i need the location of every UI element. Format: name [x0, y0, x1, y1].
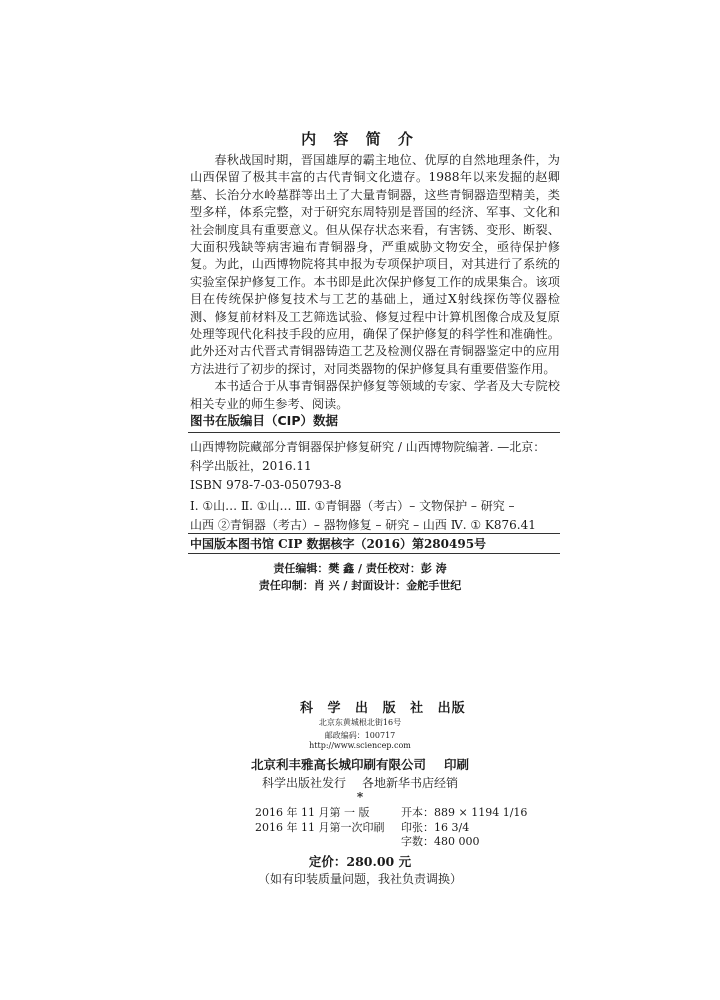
- cip-publisher-line: 科学出版社，2016.11: [190, 459, 312, 473]
- credits-editors: 责任编辑：樊 鑫 / 责任校对：彭 涛: [273, 562, 447, 575]
- distribution-sellers: 各地新华书店经销: [362, 776, 459, 790]
- cip-title-line: 山西博物院藏部分青铜器保护修复研究 / 山西博物院编著. —北京：: [190, 440, 546, 454]
- printer-name: 北京利丰雅高长城印刷有限公司: [250, 757, 426, 772]
- publisher-suffix: 出版: [437, 701, 466, 716]
- credits-production: 责任印制：肖 兴 / 封面设计：金舵手世纪: [258, 579, 462, 592]
- cip-check-number: 中国版本图书馆 CIP 数据核字（2016）第280495号: [190, 537, 487, 551]
- publisher-postcode: 邮政编码：100717: [324, 731, 396, 740]
- cip-classification-2: 山西 ②青铜器（考古）– 器物修复 – 研究 – 山西 Ⅳ. ① K876.41: [190, 518, 536, 532]
- summary-paragraph-2: 本书适合于从事青铜器保护修复等领域的专家、学者及大专院校相关专业的师生参考、阅读。: [190, 379, 560, 411]
- publisher-name: 科 学 出 版 社: [300, 701, 429, 716]
- summary-text: [190, 152, 560, 413]
- cip-middle-rule: [188, 533, 560, 534]
- summary-title: 内 容 简 介: [301, 130, 419, 148]
- printer-action: 印刷: [444, 757, 470, 772]
- edition-format: 开本：889 × 1194 1/16: [401, 806, 528, 819]
- separator-star: *: [356, 790, 364, 804]
- cip-bottom-rule: [188, 553, 560, 554]
- publisher-line: [300, 697, 466, 716]
- publisher-website: http://www.sciencep.com: [309, 741, 411, 750]
- edition-first-print: 2016 年 11 月第一次印刷: [255, 820, 385, 834]
- quality-notice: （如有印装质量问题，我社负责调换）: [257, 872, 462, 886]
- cip-isbn: ISBN 978-7-03-050793-8: [190, 478, 342, 492]
- edition-sheets: 印张：16 3/4: [401, 820, 470, 834]
- price: 定价：280.00 元: [308, 854, 412, 869]
- cip-block: [190, 438, 560, 535]
- printer-line: [0, 755, 720, 773]
- edition-first-edition: 2016 年 11 月第 一 版: [255, 806, 370, 819]
- distribution-line: [0, 774, 720, 791]
- publisher-address: 北京东黄城根北街16号: [318, 718, 402, 727]
- cip-heading: 图书在版编目（CIP）数据: [190, 413, 338, 428]
- summary-paragraph-1: 春秋战国时期，晋国雄厚的霸主地位、优厚的自然地理条件，为山西保留了极其丰富的古代青铜文化遗存。1988年以来发掘的赵卿墓、长治分水岭墓群等出土了大量青铜器，这些青铜器造型精美，类型多样，体系完整，对于研究东周特别是晋国的经济、军事、文化和社会制度具有重要意义。但从保存状态来看，有害锈、变形、断裂、大面积残缺等病害遍布青铜器身，严重威胁文物安全，亟待保护修复。为此，山西博物院将其申报为专项保护项目，对其进行了系统的实验室保护修复工作。本书即是此次保护修复工作的成果集合。该项目在传统保护修复技术与工艺的基础上，通过X射线探伤等仪器检测、修复前材料及工艺筛选试验、修复过程中计算机图像合成及复原处理等现代化科技手段的应用，确保了保护修复的科学性和准确性。此外还对古代晋式青铜器铸造工艺及检测仪器在青铜器鉴定中的应用方法进行了初步的探讨，对同类器物的保护修复具有重要借鉴作用。: [190, 153, 560, 376]
- distribution-issuer: 科学出版社发行: [261, 776, 346, 790]
- cip-top-rule: [188, 432, 560, 433]
- cip-classification-1: Ⅰ. ①山… Ⅱ. ①山… Ⅲ. ①青铜器（考古）– 文物保护 – 研究 –: [190, 499, 515, 513]
- edition-block: [255, 806, 555, 850]
- edition-words: 字数：480 000: [401, 835, 480, 848]
